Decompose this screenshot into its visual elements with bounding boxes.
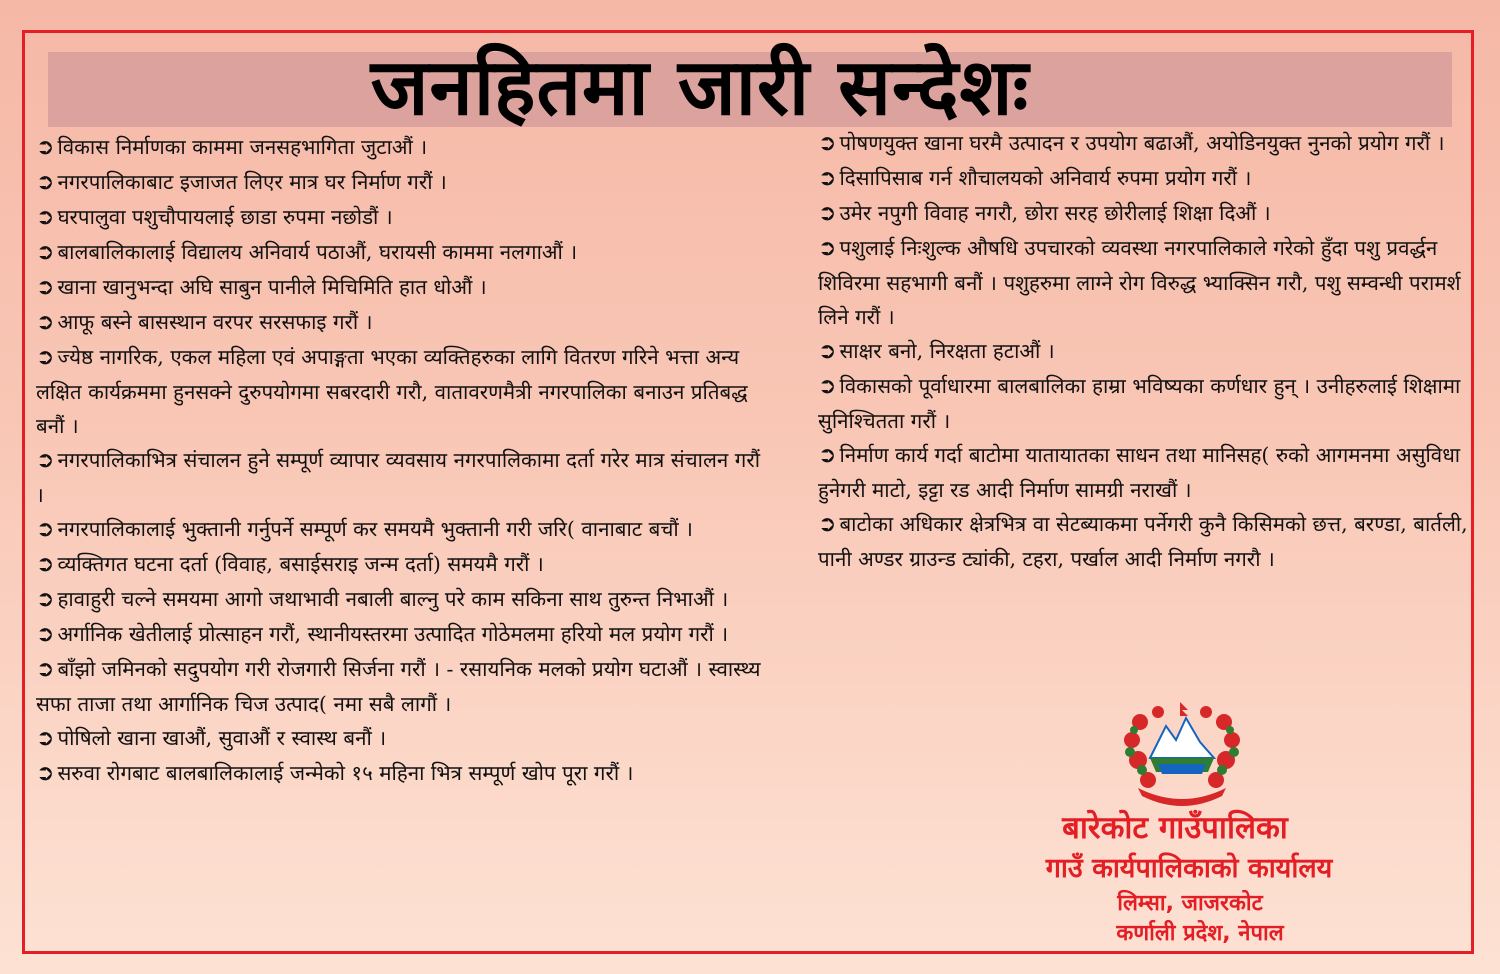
message-item [818,507,1468,576]
arrow-bullet-icon: ➲ [36,205,55,230]
message-item [36,547,771,582]
message-item [36,756,771,791]
message-text: बाटोका अधिकार क्षेत्रभित्र वा सेटब्याकमा पर्नेगरी कुनै किसिमको छत्त, बरण्डा, बार्तली, पानी अण्डर ग्राउन्ड ट्यांकी, टहरा, पर्खाल आदी निर्माण नगरौ । [818,512,1468,571]
message-text: अर्गानिक खेतीलाई प्रोत्साहन गरौं, स्थानीयस्तरमा उत्पादित गोठेमलमा हरियो मल प्रयोग गरौं । [57,622,729,646]
arrow-bullet-icon: ➲ [818,166,837,191]
message-item [36,721,771,756]
message-item [36,652,771,721]
message-text: पोषिलो खाना खाऔं, सुवाऔं र स्वास्थ बनौं । [57,726,387,750]
message-item [36,582,771,617]
page-title: जनहितमा जारी सन्देशः [370,43,1030,133]
message-text: बाँझो जमिनको सदुपयोग गरी रोजगारी सिर्जना गरौं । - रसायनिक मलको प्रयोग घटाऔं । स्वास्थ्य सफा ताजा तथा आर्गानिक चिज उत्पाद( नमा सबै लागौं । [36,657,761,716]
message-text: निर्माण कार्य गर्दा बाटोमा यातायातका साधन तथा मानिसह( रुको आगमनमा असुविधा हुनेगरी माटो, इट्टा रड आदी निर्माण सामग्री नराखौं । [818,443,1461,502]
message-text: आफू बस्ने बासस्थान वरपर सरसफाइ गरौं । [57,310,373,334]
message-text: दिसापिसाब गर्न शौचालयको अनिवार्य रुपमा प्रयोग गरौं । [839,166,1252,190]
arrow-bullet-icon: ➲ [36,240,55,265]
arrow-bullet-icon: ➲ [36,657,55,682]
arrow-bullet-icon: ➲ [818,201,837,226]
message-item [36,340,771,443]
message-text: घरपालुवा पशुचौपायलाई छाडा रुपमा नछोडौं । [57,205,393,229]
municipality-name: बारेकोट गाउँपालिका [1062,810,1288,846]
arrow-bullet-icon: ➲ [36,726,55,751]
arrow-bullet-icon: ➲ [36,345,55,370]
message-item [36,617,771,652]
message-text: बालबालिकालाई विद्यालय अनिवार्य पठाऔं, घरायसी काममा नलगाऔं । [57,240,578,264]
message-text: पोषणयुक्त खाना घरमै उत्पादन र उपयोग बढाऔं, अयोडिनयुक्त नुनको प्रयोग गरौं । [839,131,1445,155]
arrow-bullet-icon: ➲ [36,587,55,612]
message-item [818,438,1468,507]
arrow-bullet-icon: ➲ [36,170,55,195]
arrow-bullet-icon: ➲ [36,622,55,647]
message-item [818,126,1468,161]
arrow-bullet-icon: ➲ [36,761,55,786]
message-text: सरुवा रोगबाट बालबालिकालाई जन्मेको १५ महिना भित्र सम्पूर्ण खोप पूरा गरौं । [57,761,634,785]
arrow-bullet-icon: ➲ [818,236,837,261]
message-item [36,235,771,270]
nepal-emblem-icon [1118,700,1246,815]
right-message-list [818,126,1468,576]
message-item [36,165,771,200]
message-item [36,270,771,305]
message-text: खाना खानुभन्दा अघि साबुन पानीले मिचिमिति हात धोऔं । [57,275,487,299]
message-item [818,196,1468,231]
message-item [36,200,771,235]
message-item [818,369,1468,438]
message-text: नगरपालिकाबाट इजाजत लिएर मात्र घर निर्माण गरौं । [57,170,447,194]
arrow-bullet-icon: ➲ [818,131,837,156]
arrow-bullet-icon: ➲ [818,374,837,399]
arrow-bullet-icon: ➲ [818,512,837,537]
arrow-bullet-icon: ➲ [36,135,55,160]
left-message-list [36,130,771,791]
arrow-bullet-icon: ➲ [818,339,837,364]
arrow-bullet-icon: ➲ [36,310,55,335]
message-item [818,334,1468,369]
message-item [818,231,1468,334]
message-text: ज्येष्ठ नागरिक, एकल महिला एवं अपाङ्गता भएका व्यक्तिहरुका लागि वितरण गरिने भत्ता अन्य लक्षित कार्यक्रममा हुनसक्ने दुरुपयोगमा सबरदारी गरौ, वातावरणमैत्री नगरपालिका बनाउन प्रतिबद्ध बनौं । [36,345,748,438]
message-text: हावाहुरी चल्ने समयमा आगो जथाभावी नबाली बाल्नु परे काम सकिना साथ तुरुन्त निभाऔं । [57,587,729,611]
message-text: व्यक्तिगत घटना दर्ता (विवाह, बसाईसराइ जन्म दर्ता) समयमै गरौं । [57,552,544,576]
office-address: लिम्सा, जाजरकोट [1117,891,1263,916]
office-name: गाउँ कार्यपालिकाको कार्यालय [1045,853,1333,884]
message-item [36,443,771,512]
arrow-bullet-icon: ➲ [36,517,55,542]
arrow-bullet-icon: ➲ [36,552,55,577]
message-text: विकासको पूर्वाधारमा बालबालिका हाम्रा भविष्यका कर्णधार हुन् । उनीहरुलाई शिक्षामा सुनिश्चितता गरौं । [818,374,1461,433]
message-item [36,512,771,547]
message-item [36,130,771,165]
arrow-bullet-icon: ➲ [818,443,837,468]
message-text: साक्षर बनो, निरक्षता हटाऔं । [839,339,1055,363]
message-text: उमेर नपुगी विवाह नगरौ, छोरा सरह छोरीलाई शिक्षा दिऔं । [839,201,1271,225]
arrow-bullet-icon: ➲ [36,275,55,300]
message-item [818,161,1468,196]
message-text: पशुलाई निःशुल्क औषधि उपचारको व्यवस्था नगरपालिकाले गरेको हुँदा पशु प्रवर्द्धन शिविरमा सहभागी बनौं । पशुहरुमा लाग्ने रोग विरुद्ध भ्याक्सिन गरौ, पशु सम्वन्धी परामर्श लिने गरौं । [818,236,1461,329]
message-text: विकास निर्माणका काममा जनसहभागिता जुटाऔं । [57,135,428,159]
province-country: कर्णाली प्रदेश, नेपाल [1116,921,1284,946]
arrow-bullet-icon: ➲ [36,448,55,473]
message-text: नगरपालिकाभित्र संचालन हुने सम्पूर्ण व्यापार व्यवसाय नगरपालिकामा दर्ता गरेर मात्र संचालन गरौं । [36,448,761,507]
message-item [36,305,771,340]
message-text: नगरपालिकालाई भुक्तानी गर्नुपर्ने सम्पूर्ण कर समयमै भुक्तानी गरी जरि( वानाबाट बचौं । [57,517,693,541]
